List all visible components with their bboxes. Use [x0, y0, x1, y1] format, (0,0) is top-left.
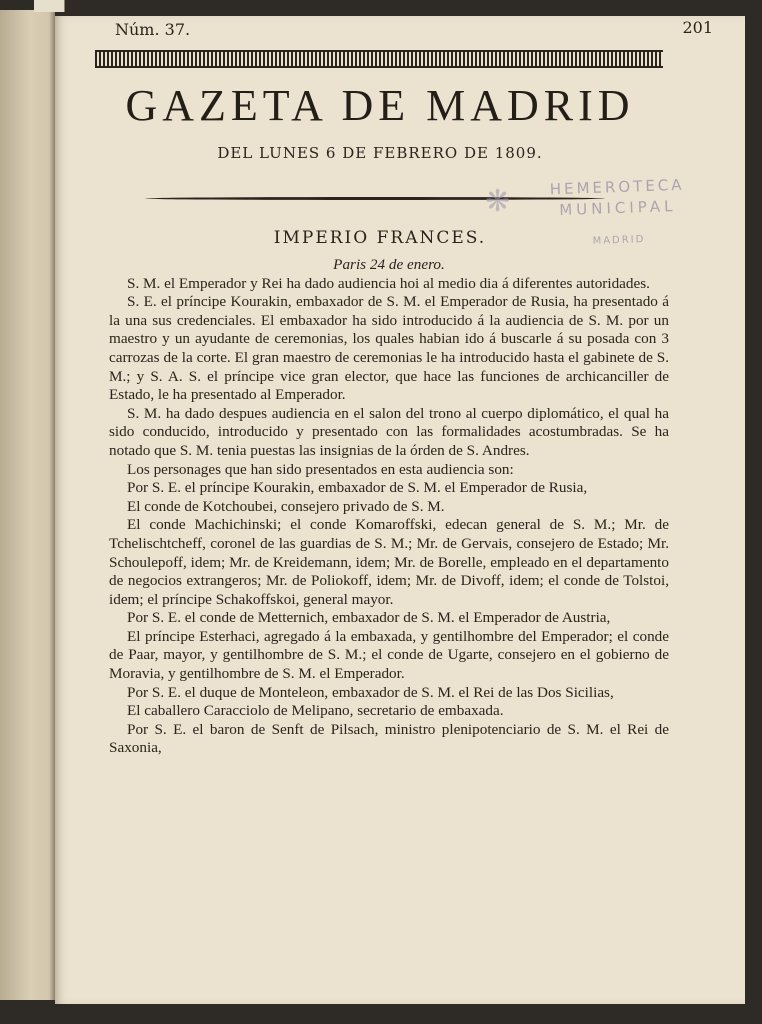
section-heading: IMPERIO FRANCES.: [273, 228, 487, 248]
masthead-title: GAZETA DE MADRID: [125, 81, 635, 130]
article-body: [109, 256, 669, 758]
issue-number: Núm. 37.: [115, 20, 191, 39]
place-date: Paris 24 de enero.: [333, 256, 445, 273]
paragraph: S. M. el Emperador y Rei ha dado audiencia hoi al medio dia á diferentes autoridades.: [127, 274, 650, 292]
paragraph: Por S. E. el conde de Metternich, embaxador de S. M. el Emperador de Austria,: [127, 609, 611, 627]
paragraph: El príncipe Esterhaci, agregado á la embaxada, y gentilhombre del Emperador; el conde de Paar, mayor, y gentilhombre de S. M.; el conde de Ugarte, consejero en el gobierno de Moravia, y gentilhombre de S. M. el Emperador.: [109, 627, 669, 683]
page-number: 201: [682, 18, 713, 37]
paragraph: Los personages que han sido presentados en esta audiencia son:: [127, 460, 514, 478]
paragraph: El caballero Caracciolo de Melipano, secretario de embaxada.: [127, 702, 504, 720]
paragraph: El conde de Kotchoubei, consejero privado de S. M.: [127, 497, 445, 515]
stamp-line-1: HEMEROTECA: [549, 175, 685, 199]
newspaper-page: [55, 16, 745, 1004]
paragraph: Por S. E. el príncipe Kourakin, embaxador de S. M. el Emperador de Rusia,: [127, 479, 588, 497]
paragraph: Por S. E. el duque de Monteleon, embaxador de S. M. el Rei de las Dos Sicilias,: [127, 683, 614, 701]
stamp-line-3: MADRID: [592, 234, 646, 247]
library-seal-icon: ❋: [485, 184, 511, 219]
previous-page-edge: [0, 10, 55, 1000]
stamp-line-2: MUNICIPAL: [558, 196, 677, 220]
page-tab-stub: [34, 0, 65, 12]
paragraph: El conde Machichinski; el conde Komaroffski, edecan general de S. M.; Mr. de Tchelischtcheff, coronel de las guardias de S. M.; Mr. de Gervais, consejero de Estado; Mr. Schoulepoff, idem; Mr. de Kreidemann, idem; Mr. de Borelle, empleado en el departamento de negocios extrangeros; Mr. de Poliokoff, idem; Mr. de Divoff, idem; el conde de Tolstoi, idem; el príncipe Schakoffskoi, general mayor.: [109, 516, 669, 608]
ornamental-rule-top: [95, 50, 663, 68]
paragraph: Por S. E. el baron de Senft de Pilsach, ministro plenipotenciario de S. M. el Rei de Saxonia,: [109, 720, 669, 757]
paragraph: S. E. el príncipe Kourakin, embaxador de S. M. el Emperador de Rusia, ha presentado á la una sus credenciales. El embaxador ha sido introducido á la audiencia de S. M. por un maestro y un ayudante de ceremonias, los quales habian ido á buscarle á su posada con 3 carrozas de la corte. El gran maestro de ceremonias le ha introducido hasta el gabinete de S. M.; y S. A. S. el príncipe vice gran elector, que hace las funciones de archicanciller de Estado, le ha presentado al Emperador.: [109, 293, 669, 404]
issue-dateline: DEL LUNES 6 DE FEBRERO DE 1809.: [217, 144, 543, 162]
paragraph: S. M. ha dado despues audiencia en el salon del trono al cuerpo diplomático, el qual ha sido conducido, introducido y presentado con las formalidades acostumbradas. Se ha notado que S. M. tenia puestas las insignias de la órden de S. Andres.: [109, 404, 669, 459]
